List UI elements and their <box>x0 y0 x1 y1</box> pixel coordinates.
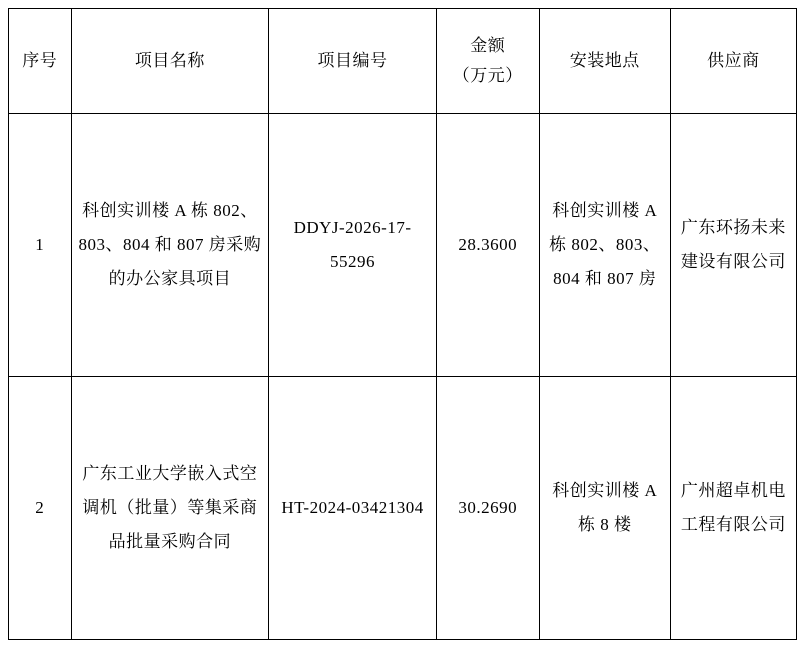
header-cell-vendor <box>670 9 796 114</box>
header-cell-no <box>9 9 72 114</box>
row-1-place: 科创实训楼 A 栋 802、803、804 和 807 房 <box>549 201 661 288</box>
table-header <box>9 9 797 114</box>
cell-place <box>539 114 670 377</box>
cell-name <box>71 114 269 377</box>
cell-code <box>269 377 436 640</box>
procurement-table <box>8 8 797 640</box>
cell-vendor <box>670 377 796 640</box>
cell-amount <box>436 114 539 377</box>
header-label-code: 项目编号 <box>317 51 388 70</box>
cell-no <box>9 377 72 640</box>
row-1-no: 1 <box>35 235 45 254</box>
header-cell-name <box>71 9 269 114</box>
header-label-place: 安装地点 <box>569 51 640 70</box>
cell-amount <box>436 377 539 640</box>
table-row <box>9 114 797 377</box>
cell-name <box>71 377 269 640</box>
row-1-code: DDYJ-2026-17-55296 <box>293 218 412 271</box>
cell-no <box>9 114 72 377</box>
cell-vendor <box>670 114 796 377</box>
row-2-vendor: 广州超卓机电工程有限公司 <box>680 481 786 534</box>
row-2-amount: 30.2690 <box>458 498 518 517</box>
row-1-name: 科创实训楼 A 栋 802、803、804 和 807 房采购的办公家具项目 <box>78 201 262 288</box>
header-cell-place <box>539 9 670 114</box>
header-label-amount-line1: 金额 <box>470 36 506 56</box>
header-label-no: 序号 <box>22 51 58 70</box>
table-body <box>9 114 797 640</box>
row-1-vendor: 广东环扬未来建设有限公司 <box>680 218 786 271</box>
header-label-amount-line2: （万元） <box>452 66 523 85</box>
table-row <box>9 377 797 640</box>
cell-place <box>539 377 670 640</box>
header-cell-code <box>269 9 436 114</box>
row-2-place: 科创实训楼 A 栋 8 楼 <box>552 481 658 534</box>
row-2-no: 2 <box>35 498 45 517</box>
cell-code <box>269 114 436 377</box>
header-label-name: 项目名称 <box>134 51 205 70</box>
header-label-vendor: 供应商 <box>707 51 760 70</box>
table-header-row <box>9 9 797 114</box>
header-cell-amount <box>436 9 539 114</box>
row-2-code: HT-2024-03421304 <box>281 498 424 517</box>
row-2-name: 广东工业大学嵌入式空调机（批量）等集采商品批量采购合同 <box>82 464 258 551</box>
row-1-amount: 28.3600 <box>458 235 518 254</box>
